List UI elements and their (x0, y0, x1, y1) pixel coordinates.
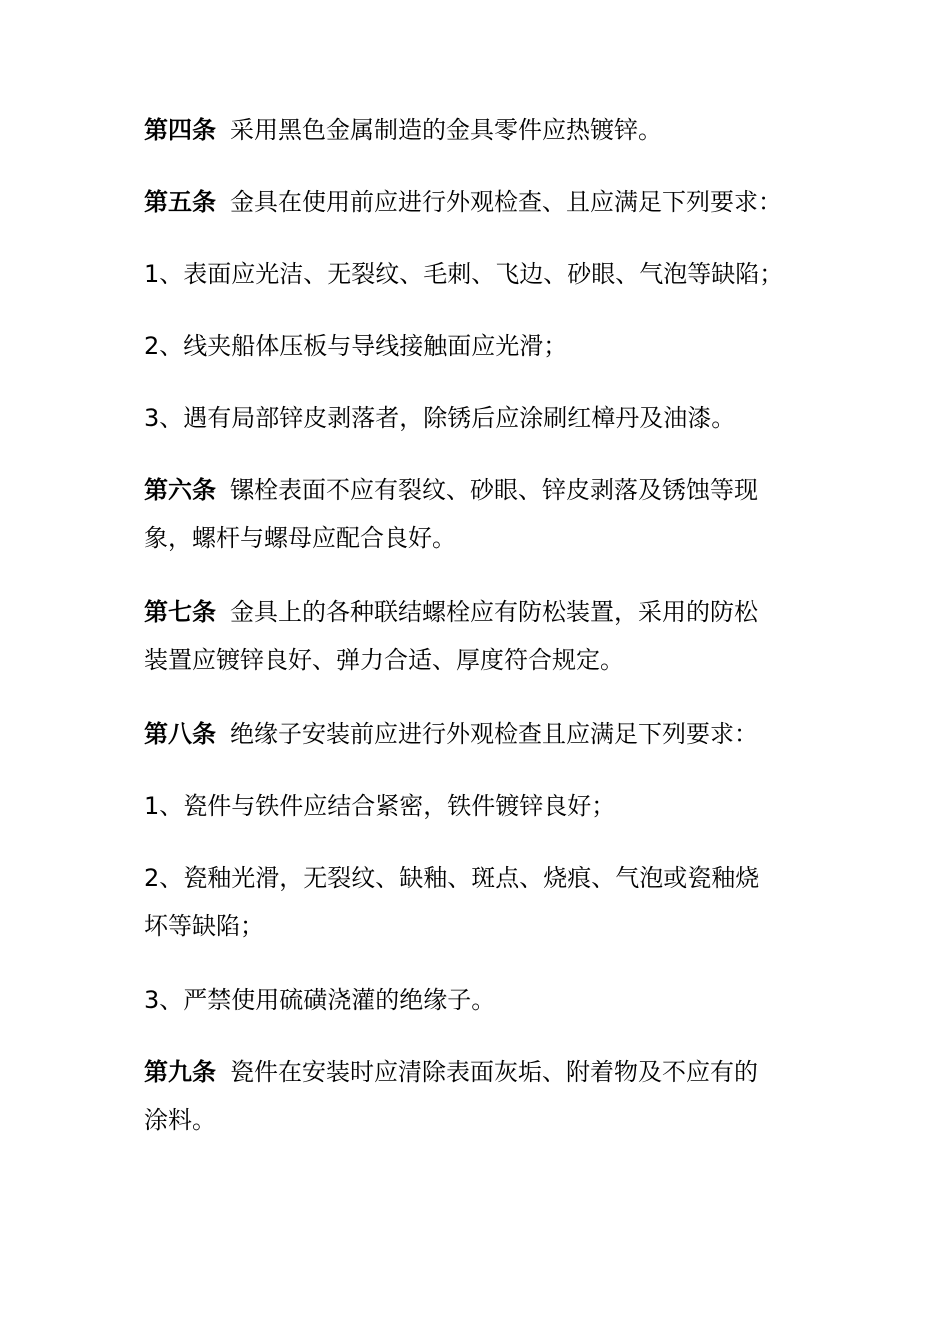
list-item (144, 250, 824, 298)
article-number: 第五条 (144, 188, 216, 216)
article-4 (144, 106, 824, 154)
article-number: 第六条 (144, 476, 216, 504)
article-number: 第八条 (144, 720, 216, 748)
article-text-continued: 装置应镀锌良好、弹力合适、厚度符合规定。 (144, 646, 624, 674)
list-item-text-continued: 坏等缺陷； (144, 912, 264, 940)
list-item (144, 854, 824, 950)
article-text-continued: 涂料。 (144, 1106, 216, 1134)
article-text: 金具上的各种联结螺栓应有防松装置，采用的防松 (230, 598, 758, 626)
article-9 (144, 1048, 824, 1144)
article-text: 绝缘子安装前应进行外观检查且应满足下列要求： (230, 720, 758, 748)
list-item-text: 3、遇有局部锌皮剥落者，除锈后应涂刷红樟丹及油漆。 (144, 404, 736, 432)
article-6 (144, 466, 824, 562)
article-5 (144, 178, 824, 226)
article-8 (144, 710, 824, 758)
list-item (144, 322, 824, 370)
list-item (144, 976, 824, 1024)
list-item-text: 3、严禁使用硫磺浇灌的绝缘子。 (144, 986, 496, 1014)
article-text: 镙栓表面不应有裂纹、砂眼、锌皮剥落及锈蚀等现 (230, 476, 758, 504)
article-number: 第七条 (144, 598, 216, 626)
list-item (144, 782, 824, 830)
article-text: 采用黑色金属制造的金具零件应热镀锌。 (230, 116, 662, 144)
article-text: 金具在使用前应进行外观检查、且应满足下列要求： (230, 188, 782, 216)
article-7 (144, 588, 824, 684)
article-text-continued: 象，螺杆与螺母应配合良好。 (144, 524, 456, 552)
article-number: 第九条 (144, 1058, 216, 1086)
article-text: 瓷件在安装时应清除表面灰垢、附着物及不应有的 (230, 1058, 758, 1086)
list-item-text: 2、瓷釉光滑，无裂纹、缺釉、斑点、烧痕、气泡或瓷釉烧 (144, 864, 760, 892)
list-item (144, 394, 824, 442)
list-item-text: 1、瓷件与铁件应结合紧密，铁件镀锌良好； (144, 792, 616, 820)
list-item-text: 2、线夹船体压板与导线接触面应光滑； (144, 332, 568, 360)
article-number: 第四条 (144, 116, 216, 144)
list-item-text: 1、表面应光洁、无裂纹、毛刺、飞边、砂眼、气泡等缺陷； (144, 260, 784, 288)
